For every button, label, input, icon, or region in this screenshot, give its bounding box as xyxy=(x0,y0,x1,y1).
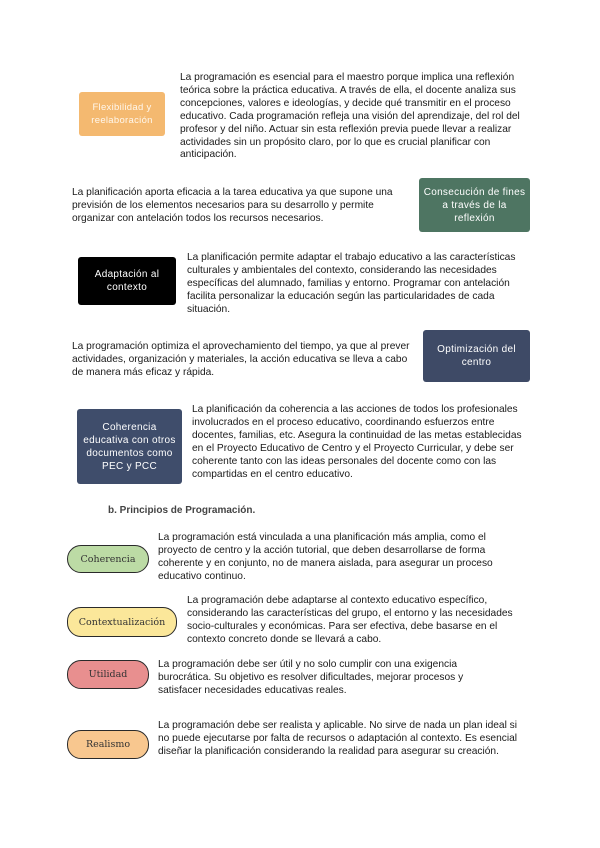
paragraph-coherencia: La programación está vinculada a una planificación más amplia, como el proyecto de centro y la acción tutorial, que deben desarrollarse de forma coherente y en conjunto, no de manera aislada, para asegurar un proceso educativo continuo. xyxy=(158,532,493,582)
label-text: Coherencia educativa con otros documentos como PEC y PCC xyxy=(83,421,176,472)
pill-label: Utilidad xyxy=(88,669,128,680)
label-box-optimizacion xyxy=(423,330,530,382)
pill-realismo xyxy=(67,730,149,759)
label-text: Adaptación al contexto xyxy=(94,269,160,293)
paragraph-realismo: La programación debe ser realista y aplicable. No sirve de nada un plan ideal si no puede ejecutarse por falta de recursos o adaptación al contexto. Es esencial diseñar la planificación considerando la realidad para asegurar su creación. xyxy=(158,720,518,757)
label-text: Consecución de fines a través de la reflexión xyxy=(423,186,526,224)
pill-contextualizacion xyxy=(67,607,177,637)
pill-utilidad xyxy=(67,660,149,689)
paragraph-contextualizacion: La programación debe adaptarse al contexto educativo específico, considerando las características del grupo, el entorno y las necesidades socio-culturales y económicas. Para ser efectiva, debe basarse en el contexto concreto donde se llevará a cabo. xyxy=(187,595,513,645)
section-b-heading: b. Principios de Programación. xyxy=(108,505,256,516)
label-box-consecucion xyxy=(419,178,530,232)
label-text: Flexibilidad y reelaboración xyxy=(91,102,153,126)
pill-label: Realismo xyxy=(85,739,131,750)
label-box-adaptacion xyxy=(78,257,176,305)
pill-label: Coherencia xyxy=(80,553,136,565)
paragraph-optimizacion: La programación optimiza el aprovechamiento del tiempo, ya que al prever actividades, organización y materiales, la acción educativa se lleva a cabo de manera más eficaz y rápida. xyxy=(72,341,410,378)
paragraph-adaptacion: La planificación permite adaptar el trabajo educativo a las características culturales y ambientales del contexto, considerando las necesidades específicas del alumnado, familias y entorno. Programar con antelación facilita personalizar la educación según las particularidades de cada situación. xyxy=(187,252,516,315)
pill-label: Contextualización xyxy=(78,616,166,628)
label-text: Optimización del centro xyxy=(437,344,516,368)
pill-coherencia xyxy=(67,545,149,573)
label-box-flexibilidad xyxy=(79,92,165,136)
label-box-coherencia-educativa xyxy=(77,409,182,484)
paragraph-consecucion: La planificación aporta eficacia a la tarea educativa ya que supone una previsión de los elementos necesarios para su desarrollo y permite organizar con antelación todos los recursos necesarios. xyxy=(72,187,393,224)
paragraph-flexibilidad: La programación es esencial para el maestro porque implica una reflexión teórica sobre la práctica educativa. A través de ella, el docente analiza sus concepciones, valores e ideologías, y decide qué transmitir en el proceso educativo. Cada programación refleja una visión del aprendizaje, del rol del profesor y del niño. Actuar sin esta reflexión previa puede llevar a realizar actividades sin un propósito claro, por lo que es crucial planificar con anticipación. xyxy=(180,72,520,161)
paragraph-utilidad: La programación debe ser útil y no solo cumplir con una exigencia burocrática. Su objetivo es resolver dificultades, mejorar procesos y satisfacer necesidades educativas reales. xyxy=(158,659,464,696)
paragraph-coherencia-educativa: La planificación da coherencia a las acciones de todos los profesionales involucrados en el proceso educativo, coordinando esfuerzos entre docentes, familias, etc. Asegura la continuidad de las metas establecidas en el Proyecto Educativo de Centro y el Proyecto Curricular, y debe ser coherente tanto con las ideas personales del docente como con las compartidas en el centro educativo. xyxy=(192,404,522,480)
